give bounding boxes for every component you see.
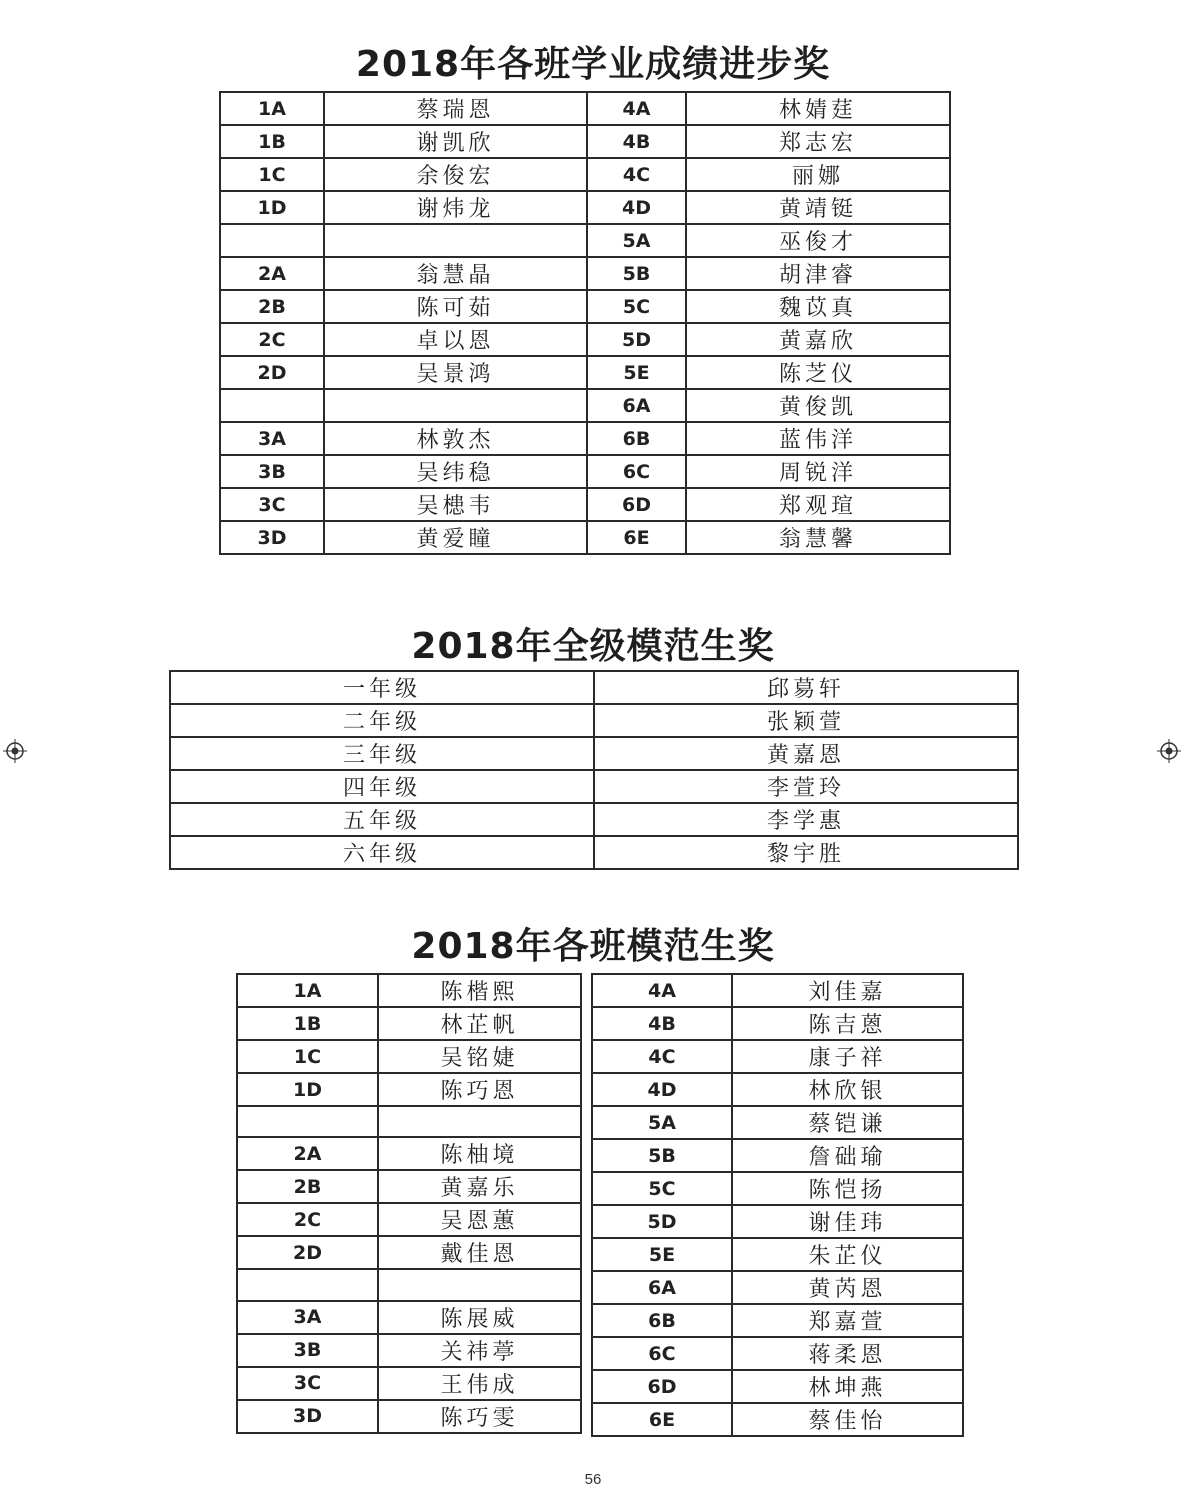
grade-award-title: 2018年全级模范生奖 bbox=[411, 626, 775, 667]
student-name-cell: 魏苡真 bbox=[686, 290, 950, 323]
table-row bbox=[220, 290, 950, 323]
class-code-cell: 1B bbox=[237, 1007, 378, 1040]
student-name-cell: 黄芮恩 bbox=[732, 1271, 963, 1304]
class-code-cell: 5D bbox=[592, 1205, 732, 1238]
student-name-cell: 林婧莛 bbox=[686, 92, 950, 125]
student-name-cell: 林芷帆 bbox=[378, 1007, 581, 1040]
class-code-cell: 1C bbox=[237, 1040, 378, 1073]
student-name-cell: 李萱玲 bbox=[594, 770, 1018, 803]
table-row bbox=[220, 422, 950, 455]
table-row bbox=[220, 125, 950, 158]
class-code-cell: 3D bbox=[237, 1400, 378, 1433]
grade-award-table bbox=[169, 670, 1019, 870]
class-code-cell: 4B bbox=[587, 125, 686, 158]
student-name-cell: 詹础瑜 bbox=[732, 1139, 963, 1172]
table-row bbox=[220, 455, 950, 488]
table-row bbox=[592, 1370, 963, 1403]
table-row bbox=[237, 1170, 581, 1203]
table-row bbox=[237, 1367, 581, 1400]
class-code-cell: 5E bbox=[587, 356, 686, 389]
student-name-cell: 郑嘉萱 bbox=[732, 1304, 963, 1337]
student-name-cell: 谢佳玮 bbox=[732, 1205, 963, 1238]
class-code-cell: 2B bbox=[237, 1170, 378, 1203]
student-name-cell: 谢炜龙 bbox=[324, 191, 587, 224]
class-code-cell bbox=[220, 389, 324, 422]
table-row bbox=[220, 488, 950, 521]
table-row bbox=[592, 1403, 963, 1436]
class-code-cell: 5A bbox=[592, 1106, 732, 1139]
class-code-cell: 3D bbox=[220, 521, 324, 554]
student-name-cell: 吴景鸿 bbox=[324, 356, 587, 389]
class-code-cell: 1A bbox=[237, 974, 378, 1007]
student-name-cell bbox=[324, 389, 587, 422]
class-code-cell: 3C bbox=[237, 1367, 378, 1400]
class-code-cell bbox=[220, 224, 324, 257]
table-row bbox=[592, 1304, 963, 1337]
table-row bbox=[170, 770, 1018, 803]
class-code-cell: 6D bbox=[592, 1370, 732, 1403]
table-row bbox=[237, 1269, 581, 1300]
table-row bbox=[220, 323, 950, 356]
table-row bbox=[592, 974, 963, 1007]
table-row bbox=[220, 158, 950, 191]
class-code-cell: 2B bbox=[220, 290, 324, 323]
table-row bbox=[170, 737, 1018, 770]
table-row bbox=[220, 224, 950, 257]
student-name-cell: 黄爱瞳 bbox=[324, 521, 587, 554]
class-code-cell: 4A bbox=[587, 92, 686, 125]
student-name-cell: 黄靖铤 bbox=[686, 191, 950, 224]
class-code-cell: 2C bbox=[237, 1203, 378, 1236]
page-number: 56 bbox=[584, 1471, 602, 1488]
table-row bbox=[592, 1271, 963, 1304]
student-name-cell: 蒋柔恩 bbox=[732, 1337, 963, 1370]
table-row bbox=[220, 356, 950, 389]
student-name-cell: 陈恺扬 bbox=[732, 1172, 963, 1205]
table-row bbox=[220, 257, 950, 290]
class-code-cell: 2D bbox=[237, 1236, 378, 1269]
class-code-cell: 5E bbox=[592, 1238, 732, 1271]
student-name-cell bbox=[378, 1106, 581, 1137]
class-model-award-table-left bbox=[236, 973, 582, 1434]
student-name-cell: 林坤燕 bbox=[732, 1370, 963, 1403]
student-name-cell bbox=[324, 224, 587, 257]
class-code-cell: 6C bbox=[592, 1337, 732, 1370]
table-row bbox=[592, 1337, 963, 1370]
table-row bbox=[220, 92, 950, 125]
student-name-cell: 邱䓪轩 bbox=[594, 671, 1018, 704]
student-name-cell: 谢凯欣 bbox=[324, 125, 587, 158]
class-code-cell bbox=[237, 1269, 378, 1300]
class-code-cell: 6B bbox=[592, 1304, 732, 1337]
student-name-cell: 吴纬稳 bbox=[324, 455, 587, 488]
student-name-cell: 张颖萱 bbox=[594, 704, 1018, 737]
class-code-cell: 4D bbox=[587, 191, 686, 224]
student-name-cell: 郑志宏 bbox=[686, 125, 950, 158]
student-name-cell: 王伟成 bbox=[378, 1367, 581, 1400]
table-row bbox=[592, 1106, 963, 1139]
student-name-cell: 陈芝仪 bbox=[686, 356, 950, 389]
class-code-cell: 1B bbox=[220, 125, 324, 158]
student-name-cell: 陈吉蒽 bbox=[732, 1007, 963, 1040]
student-name-cell bbox=[378, 1269, 581, 1300]
table-row bbox=[592, 1205, 963, 1238]
grade-level-cell: 六年级 bbox=[170, 836, 594, 869]
student-name-cell: 蓝伟洋 bbox=[686, 422, 950, 455]
class-code-cell: 2D bbox=[220, 356, 324, 389]
student-name-cell: 黄嘉欣 bbox=[686, 323, 950, 356]
table-row bbox=[592, 1007, 963, 1040]
grade-level-cell: 三年级 bbox=[170, 737, 594, 770]
class-code-cell: 4C bbox=[587, 158, 686, 191]
class-code-cell: 6A bbox=[592, 1271, 732, 1304]
class-code-cell: 4B bbox=[592, 1007, 732, 1040]
student-name-cell: 黄嘉乐 bbox=[378, 1170, 581, 1203]
student-name-cell: 蔡铠谦 bbox=[732, 1106, 963, 1139]
student-name-cell: 陈楷熙 bbox=[378, 974, 581, 1007]
student-name-cell: 陈柚境 bbox=[378, 1137, 581, 1170]
student-name-cell: 关祎葶 bbox=[378, 1334, 581, 1367]
student-name-cell: 陈巧雯 bbox=[378, 1400, 581, 1433]
class-code-cell: 1C bbox=[220, 158, 324, 191]
class-code-cell: 1D bbox=[220, 191, 324, 224]
progress-award-title: 2018年各班学业成绩进步奖 bbox=[355, 44, 831, 85]
student-name-cell: 翁慧晶 bbox=[324, 257, 587, 290]
student-name-cell: 胡津睿 bbox=[686, 257, 950, 290]
table-row bbox=[592, 1040, 963, 1073]
class-code-cell: 6B bbox=[587, 422, 686, 455]
class-code-cell: 5A bbox=[587, 224, 686, 257]
table-row bbox=[592, 1073, 963, 1106]
student-name-cell: 黄俊凯 bbox=[686, 389, 950, 422]
student-name-cell: 卓以恩 bbox=[324, 323, 587, 356]
student-name-cell: 翁慧馨 bbox=[686, 521, 950, 554]
class-code-cell: 3B bbox=[237, 1334, 378, 1367]
student-name-cell: 吴槵韦 bbox=[324, 488, 587, 521]
student-name-cell: 丽娜 bbox=[686, 158, 950, 191]
class-code-cell: 4C bbox=[592, 1040, 732, 1073]
class-code-cell: 1A bbox=[220, 92, 324, 125]
table-row bbox=[237, 1007, 581, 1040]
table-row bbox=[237, 1073, 581, 1106]
class-code-cell: 3C bbox=[220, 488, 324, 521]
student-name-cell: 周锐洋 bbox=[686, 455, 950, 488]
student-name-cell: 黄嘉恩 bbox=[594, 737, 1018, 770]
student-name-cell: 戴佳恩 bbox=[378, 1236, 581, 1269]
class-model-award-table-right bbox=[591, 973, 964, 1437]
table-row bbox=[237, 1236, 581, 1269]
student-name-cell: 吴恩蕙 bbox=[378, 1203, 581, 1236]
table-row bbox=[237, 1334, 581, 1367]
table-row bbox=[220, 389, 950, 422]
grade-level-cell: 五年级 bbox=[170, 803, 594, 836]
class-code-cell: 6E bbox=[587, 521, 686, 554]
table-row bbox=[220, 521, 950, 554]
registration-mark-left-icon bbox=[3, 739, 27, 763]
table-row bbox=[170, 803, 1018, 836]
student-name-cell: 余俊宏 bbox=[324, 158, 587, 191]
class-code-cell: 5C bbox=[592, 1172, 732, 1205]
student-name-cell: 朱芷仪 bbox=[732, 1238, 963, 1271]
class-code-cell bbox=[237, 1106, 378, 1137]
class-code-cell: 1D bbox=[237, 1073, 378, 1106]
class-model-award-title: 2018年各班模范生奖 bbox=[411, 926, 775, 967]
student-name-cell: 康子祥 bbox=[732, 1040, 963, 1073]
table-row bbox=[170, 671, 1018, 704]
class-code-cell: 3A bbox=[237, 1301, 378, 1334]
table-row bbox=[237, 1137, 581, 1170]
table-row bbox=[237, 1301, 581, 1334]
table-row bbox=[237, 1106, 581, 1137]
table-row bbox=[592, 1238, 963, 1271]
class-code-cell: 6A bbox=[587, 389, 686, 422]
registration-mark-right-icon bbox=[1157, 739, 1181, 763]
grade-level-cell: 四年级 bbox=[170, 770, 594, 803]
class-code-cell: 4A bbox=[592, 974, 732, 1007]
class-code-cell: 6D bbox=[587, 488, 686, 521]
student-name-cell: 刘佳嘉 bbox=[732, 974, 963, 1007]
student-name-cell: 郑观瑄 bbox=[686, 488, 950, 521]
table-row bbox=[237, 1203, 581, 1236]
class-code-cell: 3A bbox=[220, 422, 324, 455]
grade-level-cell: 一年级 bbox=[170, 671, 594, 704]
table-row bbox=[592, 1172, 963, 1205]
class-code-cell: 6E bbox=[592, 1403, 732, 1436]
student-name-cell: 林敦杰 bbox=[324, 422, 587, 455]
class-code-cell: 5B bbox=[587, 257, 686, 290]
class-code-cell: 2C bbox=[220, 323, 324, 356]
class-code-cell: 6C bbox=[587, 455, 686, 488]
student-name-cell: 蔡佳怡 bbox=[732, 1403, 963, 1436]
class-code-cell: 5D bbox=[587, 323, 686, 356]
table-row bbox=[220, 191, 950, 224]
student-name-cell: 蔡瑞恩 bbox=[324, 92, 587, 125]
class-code-cell: 4D bbox=[592, 1073, 732, 1106]
table-row bbox=[237, 974, 581, 1007]
table-row bbox=[237, 1040, 581, 1073]
student-name-cell: 黎宇胜 bbox=[594, 836, 1018, 869]
table-row bbox=[170, 836, 1018, 869]
student-name-cell: 陈展威 bbox=[378, 1301, 581, 1334]
grade-level-cell: 二年级 bbox=[170, 704, 594, 737]
progress-award-table bbox=[219, 91, 951, 555]
class-code-cell: 5C bbox=[587, 290, 686, 323]
student-name-cell: 李学惠 bbox=[594, 803, 1018, 836]
table-row bbox=[592, 1139, 963, 1172]
class-code-cell: 5B bbox=[592, 1139, 732, 1172]
student-name-cell: 林欣银 bbox=[732, 1073, 963, 1106]
student-name-cell: 陈可茹 bbox=[324, 290, 587, 323]
class-code-cell: 3B bbox=[220, 455, 324, 488]
student-name-cell: 吴铭婕 bbox=[378, 1040, 581, 1073]
class-code-cell: 2A bbox=[220, 257, 324, 290]
student-name-cell: 巫俊才 bbox=[686, 224, 950, 257]
table-row bbox=[170, 704, 1018, 737]
student-name-cell: 陈巧恩 bbox=[378, 1073, 581, 1106]
class-code-cell: 2A bbox=[237, 1137, 378, 1170]
table-row bbox=[237, 1400, 581, 1433]
